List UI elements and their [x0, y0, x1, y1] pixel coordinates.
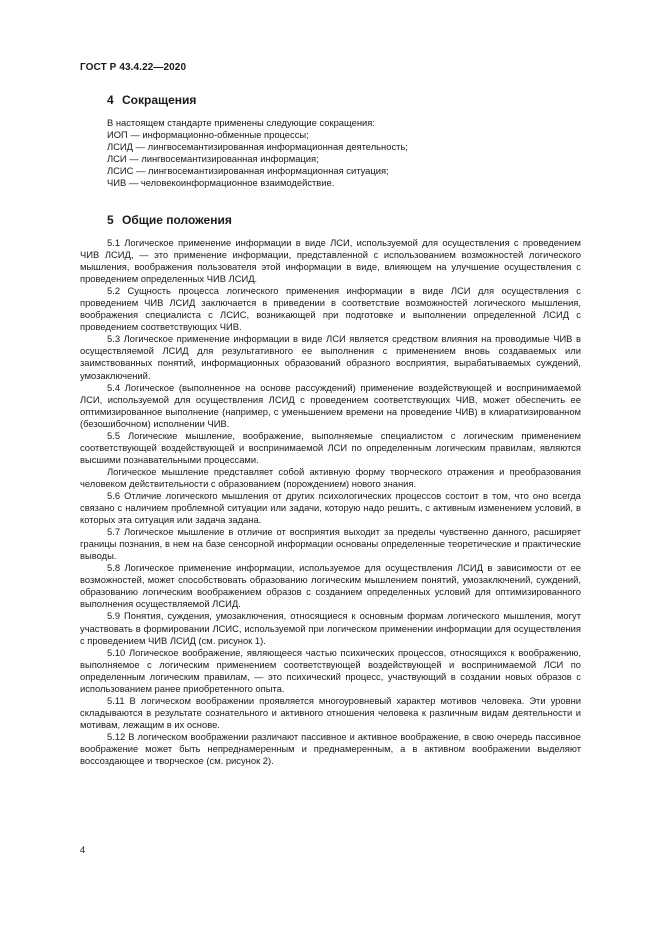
paragraph-5-12: 5.12 В логическом воображении различают пассивное и активное воображение, в свою очередь пассивное воображение может быть непреднамеренным и преднамеренным, а в активном воображении выделяют воссоздающее и творческое (см. рисунок 2). — [80, 730, 581, 767]
section-5-heading — [107, 213, 232, 227]
abbreviation-item: ЛСИ — лингвосемантизированная информация; — [107, 153, 319, 164]
abbreviations-list — [107, 117, 408, 189]
paragraph-5-9: 5.9 Понятия, суждения, умозаключения, относящиеся к основным формам логического мышления, могут участвовать в формировании ЛСИС, используемой при логическом применении информации для осуществления с проведением ЧИВ ЛСИД (см. рисунок 1). — [80, 610, 581, 646]
paragraph-5-5-continued: Логическое мышление представляет собой активную форму творческого отражения и преобразования человеком действительности с образованием (порождением) нового знания. — [80, 465, 581, 489]
section-5-number: 5 — [107, 213, 114, 227]
paragraph-5-2: 5.2 Сущность процесса логического применения информации в виде ЛСИ для осуществления с проведением ЧИВ ЛСИД заключается в приведении в соответствие возможностей логического мышления, воображения специалиста с ЛСИС, возникающей при подготовке и выполнении определенной ЛСИД с проведением соответствующих ЧИВ. — [80, 285, 581, 333]
paragraph-5-5: 5.5 Логические мышление, воображение, выполняемые специалистом с логическим применением соответствующей воздействующей и воспринимаемой ЛСИ по определенным логическим правилам, являются высшими познавательными процессами. — [80, 429, 581, 465]
section-4-number: 4 — [107, 93, 114, 107]
abbreviation-item: ИОП — информационно-обменные процессы; — [107, 129, 309, 140]
abbreviation-item: ЛСИД — лингвосемантизированная информационная деятельность; — [107, 141, 408, 152]
paragraph-5-1: 5.1 Логическое применение информации в виде ЛСИ, используемой для осуществления с проведением ЧИВ ЛСИД, — это применение информации, представленной с использованием возможностей логического мышления, воображения пользователя этой информации в виде, влияющем на улучшение осуществления с проведением определенных ЧИВ ЛСИД. — [80, 237, 581, 285]
section-5-title: Общие положения — [122, 213, 232, 227]
paragraph-5-4: 5.4 Логическое (выполненное на основе рассуждений) применение воздействующей и воспринимаемой ЛСИ, используемой для осуществления ЛСИД с проведением соответствующих ЧИВ, может обеспечить ее оптимизированное выполнение (например, с уменьшением времени на проведение ЧИВ) в клиаратизированном (безошибочном) исполнении ЧИВ. — [80, 381, 581, 429]
section-4-heading — [107, 93, 196, 107]
paragraph-5-3: 5.3 Логическое применение информации в виде ЛСИ является средством влияния на проводимые ЧИВ в осуществляемой ЛСИД для результативного ее выполнения с применением вновь создаваемых или заимствованных понятий, информационных образований образного восприятия, вырабатываемых суждений, умозаключений. — [80, 333, 581, 381]
section-4-title: Сокращения — [122, 93, 197, 107]
abbreviations-intro: В настоящем стандарте применены следующие сокращения: — [107, 117, 375, 128]
abbreviation-item: ЛСИС — лингвосемантизированная информационная ситуация; — [107, 165, 389, 176]
document-id: ГОСТ Р 43.4.22—2020 — [80, 62, 187, 73]
page-number: 4 — [80, 844, 86, 855]
paragraph-5-7: 5.7 Логическое мышление в отличие от восприятия выходит за пределы чувственно данного, расширяет границы познания, в нем на базе сенсорной информации основаны определенные теоретические и практические выводы. — [80, 526, 581, 562]
paragraph-5-8: 5.8 Логическое применение информации, используемое для осуществления ЛСИД в зависимости от ее возможностей, может способствовать образованию логическим мышлением понятий, умозаключений, суждений, образованию логическим воображением образов с созданием определенных условий для оптимизированного выполнения осуществляемой ЛСИД. — [80, 562, 581, 610]
paragraph-5-11: 5.11 В логическом воображении проявляется многоуровневый характер мотивов человека. Эти уровни складываются в результате сознательного и активного отношения человека к различным видам деятельности и мотивам, лежащим в их основе. — [80, 694, 581, 730]
section-5-body — [80, 237, 581, 767]
paragraph-5-6: 5.6 Отличие логического мышления от других психологических процессов состоит в том, что оно всегда связано с наличием проблемной ситуации или задачи, которую надо решить, с активным изменением условий, в которых эта ситуация или задача задана. — [80, 489, 581, 526]
abbreviation-item: ЧИВ — человекоинформационное взаимодействие. — [107, 177, 335, 188]
paragraph-5-10: 5.10 Логическое воображение, являющееся частью психических процессов, относящихся к воображению, выполняемое с логическим применением соответствующей воздействующей и воспринимаемой ЛСИ по определенным логическим правилам, — это психический процесс, участвующий в создании новых образов с использованием ранее приобретенного опыта. — [80, 646, 581, 694]
